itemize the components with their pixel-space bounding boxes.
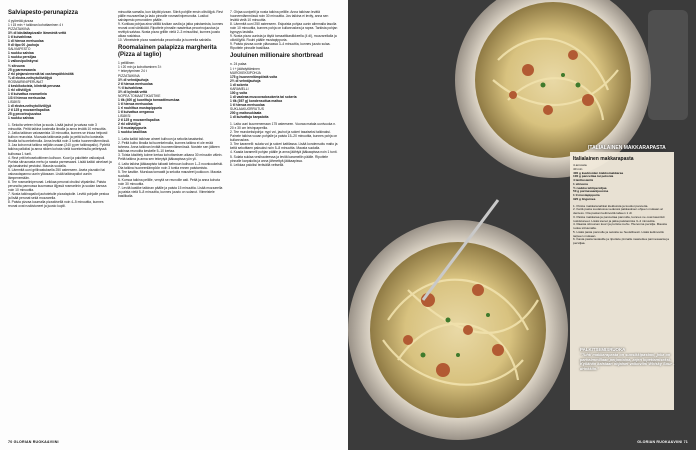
recipe-line: 2. Keitä pasta suolatussa vedessä pakkauksen ohjeen mukaan al dentess. Ota pastan keitinvettä talteen 1 dl.	[573, 207, 663, 215]
recipe-line: ½ sitruuna	[8, 63, 25, 68]
recipe-line: 4. Revi yrtit tehosekoittimen kulhoon. Kuori ja paloittele valkosipuli. Purista sitruunasta mehu ja raasta parmesaani. Lisää kaikki ainekset ja aja tasaiseksi pestoksi. Mausta suolalla.	[8, 155, 112, 168]
recipe-line: 50 g parmesaanijuustoa	[573, 189, 609, 194]
recipe-title: Roomalainen palapizza margherita (Pizza al taglio)	[118, 45, 217, 59]
recipe-line: 4 keskikokoista, kiinteää perunaa	[8, 83, 61, 88]
recipe-line: 9. Nosta pizza uunista ja täytä tomaattikastikkeella (4 dl), mozzarellalla ja oliiviöljyllä. Rouhi päälle mustapippuria.	[230, 34, 337, 43]
recipe-line: LISÄKSI	[118, 113, 131, 118]
recipe-line: 1 ruukku salviaa	[8, 116, 34, 121]
recipe-line: 1 dl kuivattuja karpaloita	[230, 115, 269, 120]
recipe-body-continued	[230, 10, 338, 50]
recipe-line: PIZZATAIKINA	[8, 27, 30, 32]
recipe-line: SUKLAAKUORRUTUS	[230, 106, 264, 111]
page-footer: GLORIAN RUOKA&VIINI 71	[637, 440, 688, 444]
recipe-line: 7. Ohjaa uunipelti ja nosta taikina pellille. Anna taikinan levätä huoneenlämmössä noin 30 minuuttia. Jos taikina ei levity, anna sen levätä vielä 10 minuuttia.	[230, 10, 329, 23]
recipe-line: 1 tlk (400 g) kuorittuja tomaattimurskaa	[118, 97, 180, 102]
recipe-line: 7. Nosta taikinapallot jauhotetulle pizzalapiolle. Levitä pohjalle pestoa ja lisää perunat sekä mozzarella.	[8, 191, 109, 201]
recipe-line: 4. Raasta sitruunan kuori ja purista mehu. Hienonna persilja. Mausta ruoka sitruunalla.	[573, 222, 667, 230]
recipe-body	[230, 62, 338, 166]
recipe-line: 2. Jatka taikinan vaivaamista 10 minuuttia, kunnes se irtoaa helposti kulhon reunoista. Muovaia taikinasta pallo ja peitä kulho kostealla liinalla tai tuorekelmulla. Anna levätä noin 3 tuntia huoneenlämmössä.	[8, 131, 110, 144]
recipe-line: 100 g voita	[230, 90, 248, 95]
recipe-line: 1 tl kuivattua oreganoa	[118, 109, 154, 114]
recipe-line: 1 tl hienoa merisuolaa	[230, 102, 265, 107]
recipe-line: 6. Leikkaa paloiksi terävällä veitsellä.	[230, 162, 285, 167]
recipe-column-1	[8, 10, 112, 208]
recipe-line: ¾ dl ekstra-neitsytoliiviöljyä	[8, 75, 52, 80]
recipe-line: 4 pyöreää pizzaa	[8, 19, 34, 23]
recipe-line: MUROKEKSIPOHJA	[230, 70, 261, 75]
recipe-line: 320 g linguinea	[573, 196, 596, 201]
recipe-line: 7. Levitä kastike taikinan päälle ja paista 15 minuuttia. Lisää mozzarella ja paista vielä 5–8 minuuttia, kunnes juusto on sulanut. Viimeistele basilikalla.	[118, 185, 223, 198]
recipe-line: 3. Jaa kohonnut taikina neljään osaan (240 g per taikinapallo). Pyöritä taikina palloiksi ja anna niiden kohota vielä tuorekelmulla peitetyssä kulhossa 1 tunti.	[8, 143, 110, 156]
recipe-line: 10. Viimeistele pizza raastetulla pecorinolla ja tuoreella salvialla.	[118, 38, 212, 43]
recipe-line: 2 tl 125 g mozzarellapalloa	[8, 108, 50, 113]
recipe-title: Jouluinen millionaire shortbread	[230, 53, 324, 60]
recipe-line: 6. Kumoa taikina pellille, venytä se reunoille asti. Peitä ja anna kohota noin 30 minuuttia.	[118, 177, 220, 186]
recipe-line: SALVIAPESTO	[8, 47, 31, 52]
recipe-line: 40 min	[573, 166, 583, 171]
recipe-line: 3. Paista makkaraa ja pancettaa pannulla, kunnes ne ovat kauniisti ruskistuneet. Lisää sienet ja jatka paistamista 3–4 minuuttia.	[573, 214, 665, 223]
recipe-body	[573, 164, 673, 246]
recipe-line: 1. Laita uuni kuumenemaan 175 asteeseen. Vuoraa matala uunivuoka n. 20 x 30 cm leivinpaperilla.	[230, 122, 337, 131]
recipe-line: 175 g huoneenlämpöistä voita	[230, 74, 278, 79]
recipe-line: 6. Tee rosmariiniperunat. Leikkaa perunat ohuiksi viipaleiksi. Paista perunoita pannussa kuumassa öljyssä rosmariinin ja suolan kanssa noin 10 minuuttia.	[8, 179, 107, 192]
recipe-line: ½ ruukku lehtipersiljaa	[573, 185, 607, 190]
recipe-line: 2 tl hienoa merisuolaa	[118, 81, 153, 86]
recipe-line: 1 pellillinen	[118, 61, 135, 66]
recipe-line: 1 tl mustapippuria	[118, 126, 147, 131]
recipe-column-3	[230, 10, 338, 167]
recipe-line: 5. Lisää pasta pannulle ja sekoita se huolellisesti. Lisää keitinvettä tarpeen mukaan.	[573, 229, 664, 238]
recipe-line: 1 sitruuna	[573, 181, 588, 186]
recipe-body-continued	[118, 10, 224, 42]
recipe-line: 1. Laita kaikki taikinan aineet kulhoon ja sekoita tasaiseksi.	[118, 137, 204, 142]
recipe-line: KARAMELLI	[230, 86, 249, 91]
recipe-line: 25 g parmesaania	[8, 67, 36, 72]
recipe-line: 6. Kasta pasta lautasille ja ripottele pinnalle raastettua parmesaania ja persiljaa.	[573, 237, 669, 245]
recipe-line: 4. Laita taikina jääkaapista tuikasti kelmuun kulhoon 1–3 noonkoukelski. Ota taikina huoneenlämpöön noin 3 tuntia ennen paistamista.	[118, 161, 224, 170]
recipe-line: 1 ruukku salviaa	[8, 51, 34, 56]
recipe-line: 1 ruukku persiljaa	[8, 55, 37, 60]
recipe-line: 1 t + jäähdyttäminen	[230, 66, 260, 71]
photo-caption-tag: ITALIALAINEN MAKKARAPASTA	[588, 145, 666, 151]
recipe-line: 2. Peitä kulho liinalla tai tuorekelmulla, kunnes taikina ei ole enää tahmea. Anna taikinan levätä huoneenlämmössä. Nostele sen jälkeen taikinaa reunoilta keskelle 5–10 kertaa.	[118, 141, 220, 154]
pull-quote-heading: PALKITSEMISRUOKA	[580, 347, 626, 352]
recipe-panel	[573, 156, 673, 246]
right-page	[348, 0, 696, 450]
recipe-title: Salviapesto-perunapizza	[8, 10, 79, 16]
recipe-line: 25 g pecorinojuustoa	[8, 112, 42, 117]
recipe-line: 1 dl ekstra-neitsytoliiviöljyä	[8, 103, 52, 108]
recipe-line: 1 dl sokeria	[230, 82, 249, 87]
recipe-line: 5. Tee kastike. Murskaa tomaatit ja sekoita mausteet joukkoon. Mausta suolalla.	[118, 169, 222, 178]
pull-quote	[580, 348, 686, 371]
recipe-line: 3½ dl kylmää vettä	[118, 89, 148, 94]
recipe-line: 1 tlk (397 g) kondensoitua maitoa	[230, 98, 283, 103]
recipe-line: 1/3 tl hienoa merisuolaa	[8, 95, 46, 100]
recipe-line: 1 tl kuivattua rosmariinia	[8, 91, 47, 96]
recipe-line: LISÄKSI	[8, 99, 21, 104]
pull-quote-body: "Tuhti makkarapasta on suosikkipastani, joka on parhaimmillaan perjantaina, arjen lopettamiseksi. Kyllähän kaisiaan ohjaiset valkoviini Whisky Sour -drinkkiin."	[580, 352, 675, 371]
recipe-line: 1 t 20 min ja kohottaminen 3 t	[118, 65, 162, 70]
recipe-line: 3. Tee karamelli: sulata voi ja sokeri kattilassa. Lisää kondensoitu maito ja keitä sekoittaen paksuksi noin 5–8 minuuttia. Mausta suolalla.	[230, 142, 338, 151]
recipe-line: 1 tl mustapippuria	[573, 193, 600, 197]
recipe-line: 2 rkl pinjansiemeniä tai cashewpähkinöitä	[8, 71, 74, 76]
pasta-photo	[348, 0, 696, 450]
recipe-line: 9 dl tipo 00 -jauhoja	[8, 43, 39, 48]
recipe-body	[8, 19, 112, 208]
recipe-line: 1 t 15 min + taikinan kohottaminen 4 t	[8, 23, 63, 28]
recipe-column-2	[118, 10, 224, 198]
recipe-line: 100 g pancettaa tai pekonia	[573, 174, 614, 179]
recipe-line: 9. Kurkkaa pohjaa aina välillä lusikan avulla ja jatka paistamista, kunnes reunat ovat värikkäät. Ripottele pinnalle raastettua pecorinojuustoa ja revittyä salviaa. Nosta pizza grilliin vielä 2–3 minuutiksi, kunnes juusto alkaa ruskistua.	[118, 22, 224, 39]
recipe-line: 2 tl 125 g mozzarellapalloa	[118, 118, 160, 123]
recipe-line: ROSMARIINIPERUNAT	[8, 79, 44, 84]
recipe-line: 8. Paista pizzaa kuumalla pizzakivellä noin 4–5 minuuttia, kunnes reunat ovat ruskistuneet ja juusto kuplii.	[8, 200, 104, 209]
recipe-line: 4 lanttusientä	[573, 178, 593, 182]
recipe-line: 5. Sulata suklaa vesihauteessa ja levitä karamellin päälle. Ripottele pinnalle karpaloita ja anna jähmettyä jääkaapissa.	[230, 154, 329, 163]
recipe-line: 1. Poista makkaranahkat kiekkoista ja kuutioi pancetta.	[573, 203, 649, 208]
recipe-line: 4 annosta	[573, 163, 587, 167]
recipe-line: 3. Toista käsittely kolme kertaa kohottamisen aikana 30 minuutin välein. Peitä taikina ja anna sen tekeytyä jääkaapissa yön yli.	[118, 153, 223, 162]
recipe-body	[118, 61, 224, 198]
recipe-line: 1. Sekoita veteen hiiva ja suola. Lisää jauhot ja vaivaa noin 3 minuuttia. Peitä taikina kostealla liinalla ja anna levätä 10 minuuttia.	[8, 123, 107, 132]
recipe-line: PIZZATAIKINA	[118, 73, 140, 78]
recipe-line: 1 tl hienoa merisuolaa	[118, 101, 153, 106]
recipe-line: 5. Lämmitä uuni grillivastuksella 250 asteeseen. Aseta pizzakivi tai valurautapannu uunin yläosaan. Lisää taikinapallot uuniin lämpenemään.	[8, 167, 105, 180]
recipe-line: 1 valkosipulinkynsi	[8, 59, 39, 64]
recipe-line: 1 tl kuivahiivaa	[8, 35, 32, 40]
recipe-line: 4. Kaada karamelli pohjan päälle ja anna jäähtyä jääkaapissa noin 1 tunti.	[230, 150, 338, 155]
recipe-line: 1 dl vaaleaa muscovadosokeria tai sokeria	[230, 94, 297, 99]
recipe-line: 400 g kuubioiden kiekkomakkaraa	[573, 170, 624, 175]
recipe-line: 1 dl hienoa merisuolaa	[8, 39, 44, 44]
recipe-line: 1 ruukku basilikaa	[118, 130, 147, 135]
recipe-line: 9. Paista pizzaa uunin yläosassa 3–4 minuuttia, kunnes juusto sulaa. Ripottele pinnalle basilikaa.	[230, 42, 331, 51]
recipe-line: 1 rl rouhittua mustapippuria	[118, 105, 162, 110]
recipe-line: 200 g maitosuklaata	[230, 111, 262, 116]
recipe-line: ½ tl kuivahiivaa	[118, 85, 143, 90]
recipe-line: 2 rkl oliiviöljyä	[118, 122, 141, 127]
recipe-line: 3½ dl käsilaitapizzalle lämmintä vettä	[8, 31, 67, 36]
recipe-line: 3½ dl vehnäjauhoja	[118, 77, 149, 82]
recipe-line: n. 24 palaa	[230, 62, 247, 67]
recipe-line: + tekeytyminen 24 t	[118, 69, 147, 74]
page-footer: 70 GLORIAN RUOKA&VIINI	[8, 440, 59, 444]
recipe-line: NOPEA TOMAATTIKASTIKE	[118, 93, 161, 98]
recipe-line: 2. Tee murokeksipohja: nypi voi, jauhot ja sokeri tasaiseksi taikinaksi. Painele taikina vuoan pohjalle ja paista 15–20 minuuttia, kunnes pohja on kullanruskea.	[230, 130, 338, 143]
recipe-line: 2½ dl vehnäjauhoja	[230, 78, 261, 83]
recipe-title: Italialainen makkarapasta	[573, 156, 634, 162]
recipe-line: 8. Lämmitä uuni 250 asteeseen. Esipaista pohjaa uunin alimmalla tasolla noin 10 minuuttia, kunnes pohja on kullanruskea ja rapea. Tarkista pohjan kypsyys lastalla.	[230, 22, 338, 35]
recipe-line: minuuttia samalla, kun käytät pizzan. Siirrä pohjille ensin oliiviöljyä. Revi pällle mozzarellaa ja lado pinnalle rosmariiniperunoita. Lusikoi salviapesto perunoiden päälle.	[118, 10, 223, 23]
recipe-line: 1 rkl oliiviöljyä	[8, 87, 31, 92]
